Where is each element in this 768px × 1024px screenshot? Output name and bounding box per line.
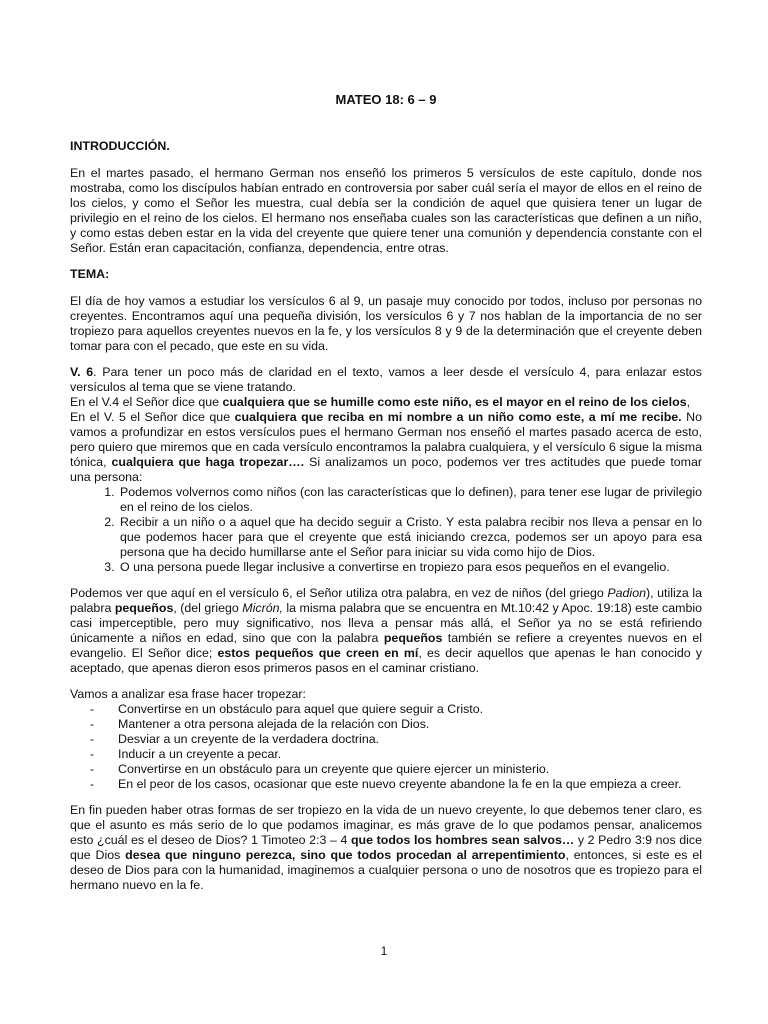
v5-text: En el V. 5 el Señor dice que bbox=[70, 410, 235, 424]
list-item: - Inducir a un creyente a pecar. bbox=[90, 747, 702, 762]
v4-comma: , bbox=[686, 395, 691, 409]
pequenos-text-e: , (del griego bbox=[173, 601, 243, 615]
padion-word: Padion bbox=[607, 586, 646, 600]
pedro-quote: desea que ninguno perezca, sino que todos procedan al arrepentimiento bbox=[125, 848, 566, 862]
tema-paragraph: El día de hoy vamos a estudiar los versículos 6 al 9, un pasaje muy conocido por todos, incluso por personas no creyentes. Encontramos aquí una pequeña división, los versículos 6 y 7 nos hablan de la importancia de no ser tropiezo para aquellos creyentes nuevos en la fe, y los versículos 8 y 9 de la determinación que el creyente deben tomar para con el pecado, que este en su vida. bbox=[70, 294, 702, 353]
list-item: - Convertirse en un obstáculo para un creyente que quiere ejercer un ministerio. bbox=[90, 762, 702, 777]
timoteo-quote: que todos los hombres sean salvos… bbox=[350, 833, 575, 847]
pequenos-quote: estos pequeños que creen en mí bbox=[217, 646, 419, 660]
micron-word: Micrón, bbox=[242, 601, 283, 615]
final-paragraph bbox=[70, 803, 702, 893]
v4-paragraph bbox=[70, 395, 702, 410]
pequenos-text-a: Podemos ver que aquí en el versículo 6, el Señor utiliza otra palabra, en vez de niños (del griego bbox=[70, 586, 608, 600]
intro-heading: INTRODUCCIÓN. bbox=[70, 139, 170, 153]
v5-paragraph bbox=[70, 410, 702, 485]
v4-text: En el V.4 el Señor dice que bbox=[70, 395, 223, 409]
v5-quote: cualquiera que reciba en mi nombre a un niño como este, a mí me recibe. bbox=[234, 410, 682, 424]
list-item: 3. O una persona puede llegar inclusive a convertirse en tropiezo para esos pequeños en el evangelio. bbox=[118, 560, 702, 575]
final-text-a: En fin pueden haber otras formas de ser tropiezo en la vida de un nuevo creyente, lo que debemos tener claro, es que el asunto es más serio de lo que podamos imaginar, es más grave de lo que podamos pensar, analicemos esto ¿cuál es el deseo de Dios? 1 Timoteo 2:3 – 4 bbox=[70, 803, 702, 847]
actitudes-list bbox=[70, 485, 702, 575]
list-item: - En el peor de los casos, ocasionar que este nuevo creyente abandone la fe en la que empieza a creer. bbox=[90, 777, 702, 792]
pequenos-text-c: ), utiliza la palabra bbox=[70, 586, 702, 615]
pequenos-word-2: pequeños bbox=[383, 631, 443, 645]
v6-actitudes-text: Si analizamos un poco, podemos ver tres actitudes que puede tomar una persona: bbox=[70, 455, 702, 484]
final-text-e: , entonces, si este es el deseo de Dios para con la humanidad, imaginemos a cualquier persona o uno de nosotros que es tropiezo para el hermano nuevo en la fe. bbox=[70, 848, 702, 892]
v6-label: V. 6 bbox=[70, 365, 94, 379]
pequenos-text-k: , es decir aquellos que apenas le han conocido y aceptado, que apenas dieron esos primeros pasos en el caminar cristiano. bbox=[70, 646, 703, 675]
v6-intro-paragraph bbox=[70, 365, 702, 395]
tropezar-list bbox=[70, 702, 702, 792]
intro-paragraph: En el martes pasado, el hermano German nos enseñó los primeros 5 versículos de este capítulo, donde nos mostraba, como los discípulos habían entrado en controversia por saber cuál sería el mayor de ellos en el reino de los cielos, y como el Señor les muestra, cual debía ser la condición de aquel que quisiera tener un lugar de privilegio en el reino de los cielos. El hermano nos enseñaba cuales son las características que definen a un niño, y como estas deben estar en la vida del creyente que quiere tener una comunión y dependencia constante con el Señor. Están eran capacitación, confianza, dependencia, entre otras. bbox=[70, 166, 702, 255]
list-item: 2. Recibir a un niño o a aquel que ha decido seguir a Cristo. Y esta palabra recibir nos lleva a pensar en lo que podemos hacer para que el creyente que está iniciando crezca, podemos ser un apoyo para esa persona que ha decido humillarse ante el Señor para iniciar su vida como hijo de Dios. bbox=[118, 515, 702, 560]
pequenos-paragraph bbox=[70, 586, 702, 676]
v4-quote: cualquiera que se humille como este niño, es el mayor en el reino de los cielos bbox=[222, 395, 687, 409]
tropezar-intro: Vamos a analizar esa frase hacer tropezar: bbox=[70, 687, 306, 701]
v5-continuation: No vamos a profundizar en estos versículos pues el hermano German nos enseñó el martes pasado acerca de esto, pero quiero que miremos que en cada versículo encontramos la palabra cualquiera, y el versículo 6 sigue la misma tónica, bbox=[70, 410, 702, 469]
list-item: 1. Podemos volvernos como niños (con las características que lo definen), para tener ese lugar de privilegio en el reino de los cielos. bbox=[118, 485, 702, 515]
pequenos-text-g: la misma palabra que se encuentra en Mt.10:42 y Apoc. 19:18) este cambio casi imperceptible, pero muy significativo, nos lleva a pensar más allá, el Señor ya no se está refiriendo únicamente a niños en edad, sino que con la palabra bbox=[70, 601, 703, 645]
list-item: - Mantener a otra persona alejada de la relación con Dios. bbox=[90, 717, 702, 732]
v6-quote: cualquiera que haga tropezar…. bbox=[111, 455, 305, 469]
v6-intro-text: . Para tener un poco más de claridad en el texto, vamos a leer desde el versículo 4, para enlazar estos versículos al tema que se viene tratando. bbox=[70, 365, 702, 394]
final-text-c: y 2 Pedro 3:9 nos dice que Dios bbox=[70, 833, 702, 862]
page-number: 1 bbox=[380, 944, 388, 958]
list-item: - Desviar a un creyente de la verdadera doctrina. bbox=[90, 732, 702, 747]
pequenos-text-i: también se refiere a creyentes nuevos en el evangelio. El Señor dice; bbox=[70, 631, 702, 660]
document-title: MATEO 18: 6 – 9 bbox=[335, 92, 437, 107]
tema-heading: TEMA: bbox=[70, 267, 110, 281]
pequenos-word: pequeños bbox=[114, 601, 174, 615]
list-item: - Convertirse en un obstáculo para aquel que quiere seguir a Cristo. bbox=[90, 702, 702, 717]
